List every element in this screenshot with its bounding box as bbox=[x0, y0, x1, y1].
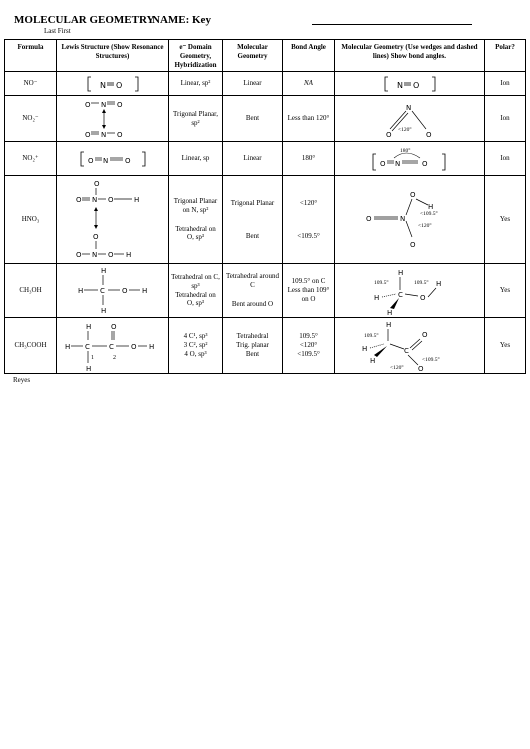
geometry-diagram bbox=[360, 185, 460, 255]
lewis-atom-label: O bbox=[92, 232, 99, 241]
name-underline bbox=[312, 24, 472, 25]
geometry-atom-label: O bbox=[419, 293, 426, 302]
angle-cell: NA bbox=[283, 72, 335, 96]
table-row bbox=[5, 96, 526, 142]
lewis-structure-diagram bbox=[73, 97, 153, 141]
domain-cell: Linear, sp bbox=[169, 142, 223, 176]
geometry-cell bbox=[223, 318, 283, 374]
svg-text:O: O bbox=[412, 80, 419, 90]
geometry-text: Trig. planar bbox=[236, 341, 269, 350]
lewis-atom-label: O bbox=[93, 179, 100, 188]
lewis-atom-label: N bbox=[100, 100, 106, 109]
svg-text:N: N bbox=[394, 159, 400, 168]
formula-cell: CH₃OH bbox=[5, 264, 57, 318]
domain-cell: Linear, sp² bbox=[169, 72, 223, 96]
angle-text: <120° bbox=[299, 198, 318, 207]
lewis-atom-label: H bbox=[85, 364, 91, 373]
lewis-structure-diagram bbox=[68, 177, 158, 263]
lewis-atom-label: H bbox=[133, 195, 139, 204]
svg-text:O: O bbox=[379, 159, 386, 168]
geometry-text: Tetrahedral around C bbox=[226, 272, 279, 290]
table-row bbox=[5, 142, 526, 176]
lewis-cell bbox=[57, 72, 169, 96]
domain-cell bbox=[169, 176, 223, 264]
column-header: Lewis Structure (Show Resonance Structures) bbox=[57, 40, 169, 72]
geometry-cell bbox=[223, 264, 283, 318]
lewis-atom-label: N bbox=[91, 250, 97, 259]
geometry-atom-label: H bbox=[361, 344, 367, 353]
domain-text: Tetrahedral on C, sp³ bbox=[171, 273, 220, 290]
lewis-structure-diagram bbox=[83, 74, 143, 94]
domain-cell: Trigonal Planar, sp² bbox=[169, 96, 223, 142]
geometry-atom-label: O bbox=[425, 130, 432, 139]
domain-text: 4 O, sp³ bbox=[184, 349, 207, 358]
geometry-drawing-cell bbox=[335, 318, 485, 374]
lewis-atom-label: O bbox=[84, 100, 91, 109]
polar-cell: Ion bbox=[485, 142, 526, 176]
table-header-row bbox=[5, 40, 526, 72]
column-header: Molecular Geometry (Use wedges and dashed lines) Show bond angles. bbox=[335, 40, 485, 72]
lewis-atom-label: H bbox=[64, 342, 70, 351]
svg-text:O: O bbox=[87, 156, 94, 165]
table-row bbox=[5, 176, 526, 264]
geometry-drawing-cell bbox=[335, 142, 485, 176]
svg-text:N: N bbox=[396, 80, 403, 90]
name-sublabel: Last First bbox=[44, 27, 71, 35]
geometry-drawing-cell bbox=[335, 72, 485, 96]
geometry-angle-label: <109.5° bbox=[421, 356, 440, 363]
formula-cell: NO₂⁺ bbox=[5, 142, 57, 176]
domain-cell bbox=[169, 264, 223, 318]
geometry-diagram bbox=[360, 319, 460, 373]
domain-text: 4 C¹, sp³ bbox=[183, 332, 208, 341]
formula-cell: HNO₃ bbox=[5, 176, 57, 264]
domain-text: Trigonal Planar on N, sp² bbox=[173, 197, 218, 214]
angle-text: <109.5° bbox=[297, 231, 320, 240]
polar-cell: Yes bbox=[485, 318, 526, 374]
geometry-angle-label: 109.5° bbox=[363, 332, 379, 339]
geometry-atom-label: H bbox=[435, 279, 441, 288]
polar-cell: Yes bbox=[485, 264, 526, 318]
column-header: Polar? bbox=[485, 40, 526, 72]
svg-text:N: N bbox=[99, 80, 106, 90]
geometry-drawing-cell bbox=[335, 264, 485, 318]
geometry-atom-label: O bbox=[409, 190, 416, 199]
geometry-table bbox=[4, 39, 526, 374]
lewis-atom-label: C bbox=[84, 342, 90, 351]
angle-text: <109.5° bbox=[297, 349, 320, 358]
lewis-atom-label: H bbox=[77, 286, 83, 295]
lewis-cell bbox=[57, 142, 169, 176]
table-row bbox=[5, 72, 526, 96]
svg-text:O: O bbox=[124, 156, 131, 165]
lewis-atom-label: N bbox=[100, 130, 106, 139]
lewis-atom-label: N bbox=[91, 195, 97, 204]
lewis-atom-label: H bbox=[148, 342, 154, 351]
lewis-atom-label: O bbox=[116, 130, 123, 139]
geometry-atom-label: O bbox=[417, 364, 424, 373]
lewis-atom-label: O bbox=[107, 250, 114, 259]
geometry-text: Bent bbox=[245, 349, 260, 358]
angle-text: Less than 109° on O bbox=[287, 286, 330, 303]
lewis-structure-diagram bbox=[78, 148, 148, 170]
geometry-atom-label: H bbox=[369, 356, 375, 365]
domain-text: Tetrahedral on O, sp³ bbox=[175, 290, 216, 308]
lewis-atom-label: O bbox=[116, 100, 123, 109]
svg-text:N: N bbox=[102, 156, 108, 165]
formula-cell: NO⁻ bbox=[5, 72, 57, 96]
lewis-atom-label: H bbox=[100, 266, 106, 275]
formula-cell: CH₃COOH bbox=[5, 318, 57, 374]
angle-text: 109.5° bbox=[299, 332, 318, 341]
lewis-atom-label: O bbox=[75, 250, 82, 259]
geometry-angle-label: 180° bbox=[399, 147, 410, 154]
page-title: MOLECULAR GEOMETRY bbox=[14, 14, 155, 26]
geometry-atom-label: H bbox=[397, 268, 403, 277]
lewis-structure-diagram bbox=[63, 319, 163, 373]
lewis-cell bbox=[57, 318, 169, 374]
geometry-angle-label: 109.5° bbox=[373, 279, 389, 286]
geometry-diagram bbox=[370, 144, 450, 174]
lewis-cell bbox=[57, 264, 169, 318]
lewis-cell bbox=[57, 176, 169, 264]
geometry-atom-label: H bbox=[386, 308, 392, 316]
angle-cell bbox=[283, 264, 335, 318]
footer-author: Reyes bbox=[13, 376, 31, 384]
angle-cell: Less than 120° bbox=[283, 96, 335, 142]
lewis-atom-label: H bbox=[100, 306, 106, 315]
geometry-angle-label: <120° bbox=[389, 364, 404, 371]
geometry-text: Tetrahedral bbox=[236, 332, 269, 341]
geometry-atom-label: H bbox=[385, 320, 391, 329]
angle-cell: 180° bbox=[283, 142, 335, 176]
column-header: Bond Angle bbox=[283, 40, 335, 72]
geometry-diagram bbox=[370, 97, 450, 141]
formula-cell: NO₂⁻ bbox=[5, 96, 57, 142]
geometry-angle-label: 109.5° bbox=[413, 279, 429, 286]
geometry-text: Bent bbox=[245, 231, 260, 240]
geometry-atom-label: C bbox=[403, 346, 409, 355]
column-header: Formula bbox=[5, 40, 57, 72]
table-row bbox=[5, 318, 526, 374]
geometry-atom-label: O bbox=[421, 330, 428, 339]
geometry-diagram bbox=[380, 74, 440, 94]
geometry-angle-label: <120° bbox=[397, 126, 412, 133]
carbon-number-label: 2 bbox=[112, 354, 116, 361]
geometry-cell bbox=[223, 176, 283, 264]
geometry-text: Trigonal Planar bbox=[230, 198, 275, 207]
lewis-atom-label: C bbox=[99, 286, 105, 295]
column-header: Molecular Geometry bbox=[223, 40, 283, 72]
geometry-atom-label: C bbox=[397, 290, 403, 299]
svg-text:O: O bbox=[115, 80, 122, 90]
angle-cell bbox=[283, 176, 335, 264]
geometry-diagram bbox=[360, 266, 460, 316]
carbon-number-label: 1 bbox=[90, 354, 94, 361]
geometry-atom-label: H bbox=[427, 202, 433, 211]
lewis-atom-label: O bbox=[107, 195, 114, 204]
column-header: e⁻ Domain Geometry, Hybridization bbox=[169, 40, 223, 72]
lewis-atom-label: H bbox=[85, 322, 91, 331]
geometry-atom-label: O bbox=[409, 240, 416, 249]
geometry-drawing-cell bbox=[335, 176, 485, 264]
geometry-angle-label: <120° bbox=[417, 222, 432, 229]
name-value: Key bbox=[192, 14, 211, 26]
lewis-atom-label: C bbox=[108, 342, 114, 351]
name-label: NAME: bbox=[152, 14, 190, 26]
lewis-structure-diagram bbox=[68, 265, 158, 317]
angle-text: <120° bbox=[299, 341, 318, 350]
geometry-atom-label: H bbox=[373, 293, 379, 302]
geometry-atom-label: N bbox=[399, 214, 405, 223]
angle-cell bbox=[283, 318, 335, 374]
geometry-cell: Linear bbox=[223, 142, 283, 176]
svg-text:O: O bbox=[421, 159, 428, 168]
lewis-atom-label: O bbox=[84, 130, 91, 139]
angle-text: 109.5° on C bbox=[291, 277, 326, 286]
lewis-atom-label: H bbox=[141, 286, 147, 295]
geometry-atom-label: O bbox=[385, 130, 392, 139]
polar-cell: Ion bbox=[485, 72, 526, 96]
geometry-cell: Linear bbox=[223, 72, 283, 96]
geometry-cell: Bent bbox=[223, 96, 283, 142]
geometry-atom-label: O bbox=[365, 214, 372, 223]
domain-text: Tetrahedral on O, sp³ bbox=[175, 224, 216, 242]
lewis-atom-label: O bbox=[130, 342, 137, 351]
polar-cell: Yes bbox=[485, 176, 526, 264]
table-row bbox=[5, 264, 526, 318]
geometry-atom-label: N bbox=[405, 103, 411, 112]
domain-cell bbox=[169, 318, 223, 374]
geometry-text: Bent around O bbox=[231, 299, 274, 308]
lewis-atom-label: O bbox=[121, 286, 128, 295]
geometry-angle-label: <109.5° bbox=[419, 210, 438, 217]
lewis-atom-label: O bbox=[110, 322, 117, 331]
geometry-drawing-cell bbox=[335, 96, 485, 142]
polar-cell: Ion bbox=[485, 96, 526, 142]
domain-text: 3 C², sp² bbox=[183, 341, 208, 350]
lewis-atom-label: H bbox=[125, 250, 131, 259]
lewis-cell bbox=[57, 96, 169, 142]
lewis-atom-label: O bbox=[75, 195, 82, 204]
